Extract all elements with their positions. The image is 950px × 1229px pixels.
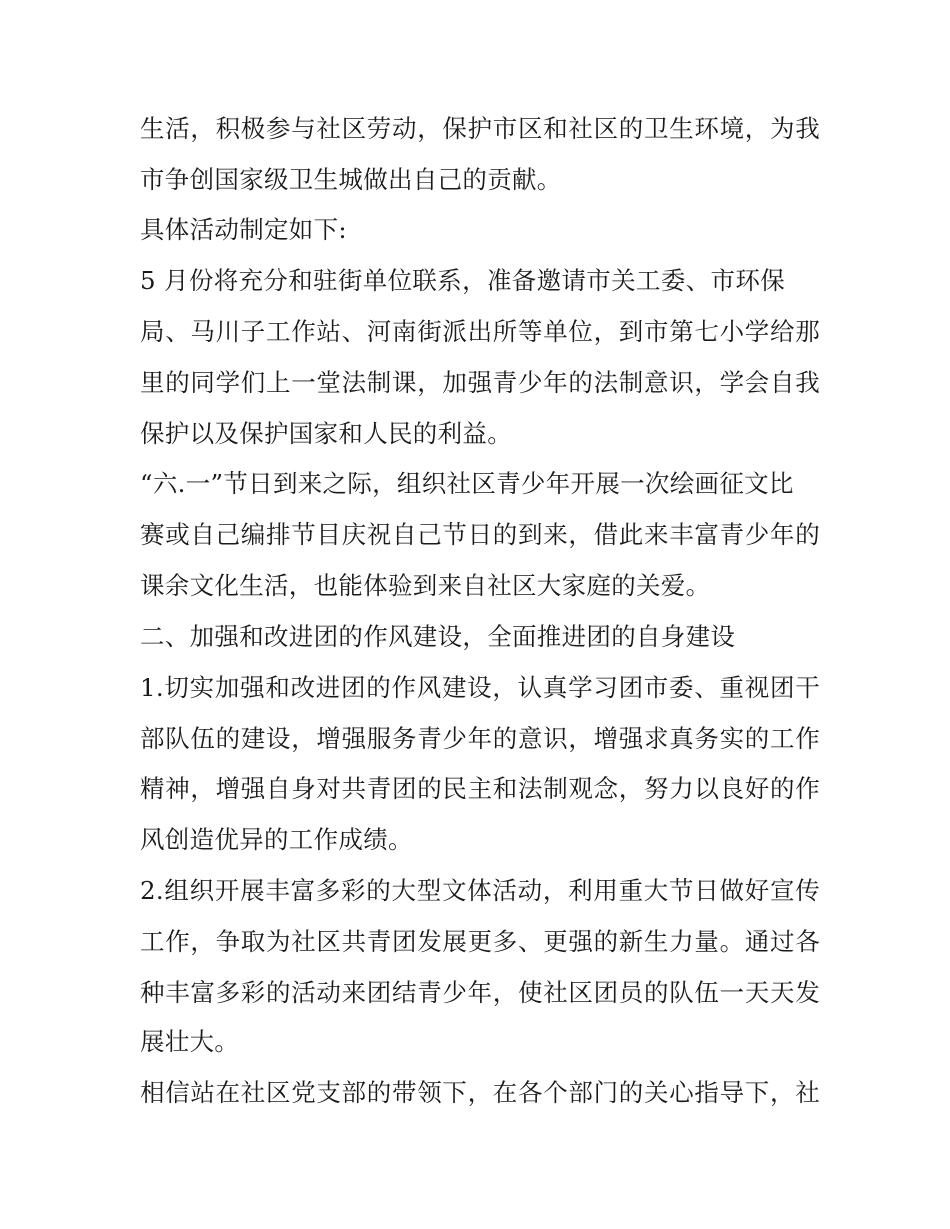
- text-line: 部队伍的建设，增强服务青少年的意识，增强求真务实的工作: [140, 724, 820, 753]
- text-line: 工作，争取为社区共青团发展更多、更强的新生力量。通过各: [140, 927, 820, 956]
- text-line: 风创造优异的工作成绩。: [140, 825, 413, 854]
- text-line: 精神，增强自身对共青团的民主和法制观念，努力以良好的作: [140, 774, 820, 803]
- text-line: 生活，积极参与社区劳动，保护市区和社区的卫生环境，为我: [140, 114, 820, 143]
- text-line: 课余文化生活，也能体验到来自社区大家庭的关爱。: [140, 571, 711, 600]
- text-line: 1.切实加强和改进团的作风建设，认真学习团市委、重视团干: [140, 673, 820, 702]
- text-line: 保护以及保护国家和人民的利益。: [140, 419, 512, 448]
- section-heading: 二、加强和改进团的作风建设，全面推进团的自身建设: [140, 622, 736, 651]
- text-line: “六.一”节日到来之际，组织社区青少年开展一次绘画征文比: [140, 469, 794, 498]
- text-line: 局、马川子工作站、河南街派出所等单位，到市第七小学给那: [140, 317, 820, 346]
- text-line: 具体活动制定如下:: [140, 215, 347, 244]
- text-line: 相信站在社区党支部的带领下，在各个部门的关心指导下，社: [140, 1078, 820, 1107]
- text-line: 赛或自己编排节目庆祝自己节日的到来，借此来丰富青少年的: [140, 520, 820, 549]
- text-line: 里的同学们上一堂法制课，加强青少年的法制意识，学会自我: [140, 368, 820, 397]
- text-line: 种丰富多彩的活动来团结青少年，使社区团员的队伍一天天发: [140, 978, 820, 1007]
- text-line: 展壮大。: [140, 1027, 240, 1056]
- text-line: 市争创国家级卫生城做出自己的贡献。: [140, 165, 562, 194]
- text-line: 2.组织开展丰富多彩的大型文体活动，利用重大节日做好宣传: [140, 876, 820, 905]
- text-line: 5 月份将充分和驻街单位联系，准备邀请市关工委、市环保: [140, 266, 785, 295]
